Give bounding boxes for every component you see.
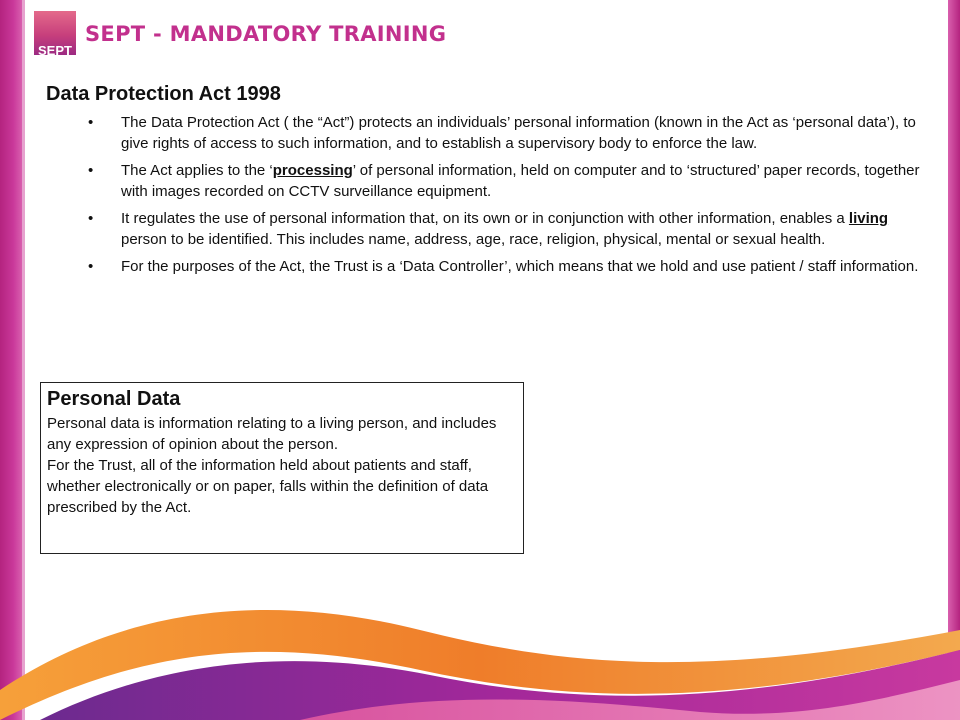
bullet-item: [88, 160, 928, 202]
bullet-list: [88, 112, 928, 283]
bullet-item: [88, 112, 928, 154]
header-title: SEPT - MANDATORY TRAINING: [85, 22, 447, 46]
sept-logo: [34, 11, 76, 58]
keyword-processing: processing: [272, 162, 353, 179]
bullet-text-before: The Act applies to the ‘: [121, 162, 273, 179]
bullet-item: [88, 208, 928, 250]
bullet-text: For the purposes of the Act, the Trust is a ‘Data Controller’, which means that we hold and use patient / staff information.: [121, 258, 919, 275]
bullet-text-before: It regulates the use of personal information that, on its own or in conjunction with other information, enables a: [121, 210, 849, 227]
bullet-text-after: ’ of personal information, held on computer and to ‘structured’ paper records, together with images recorded on CCTV surveillance equipment.: [121, 162, 920, 200]
personal-data-title: Personal Data: [47, 388, 181, 410]
keyword-living: living: [848, 210, 889, 227]
section-heading: Data Protection Act 1998: [46, 83, 281, 105]
personal-data-box: [40, 382, 524, 554]
decorative-swoosh: [0, 570, 960, 720]
logo-text: SEPT: [38, 43, 72, 58]
personal-data-paragraph-1: Personal data is information relating to a living person, and includes any expression of opinion about the person.: [47, 415, 497, 453]
bullet-text-after: person to be identified. This includes name, address, age, race, religion, physical, mental or sexual health.: [121, 231, 826, 248]
bullet-item: [88, 256, 928, 277]
personal-data-paragraph-2: For the Trust, all of the information held about patients and staff, whether electronically or on paper, falls within the definition of data prescribed by the Act.: [47, 457, 489, 516]
bullet-text: The Data Protection Act ( the “Act”) protects an individuals’ personal information (known in the Act as ‘personal data’), to give rights of access to such information, and to establish a supervisory body to enforce the law.: [121, 114, 916, 152]
